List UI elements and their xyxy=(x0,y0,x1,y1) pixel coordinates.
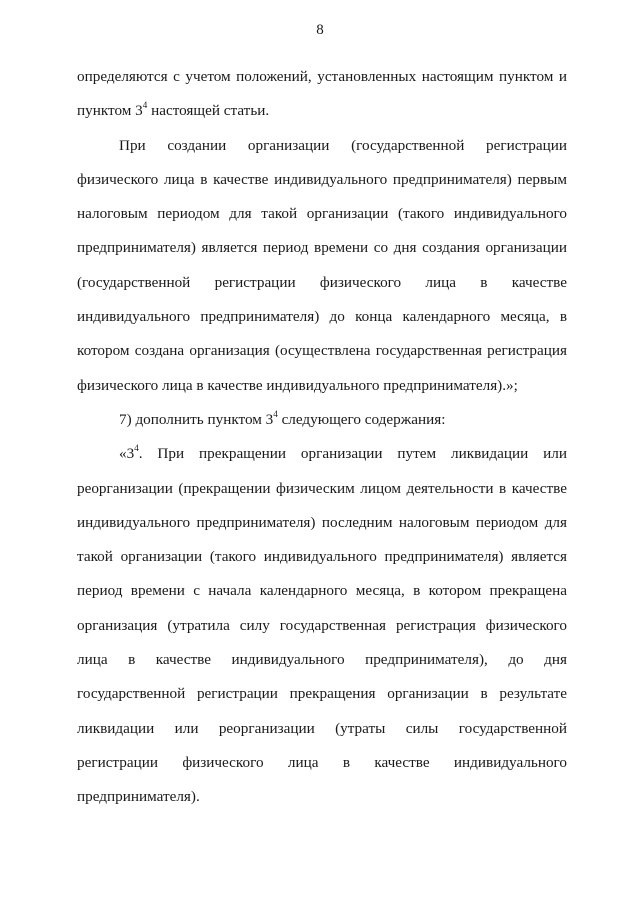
paragraph-text: При создании организации (государственной регистрации физического лица в качестве индивидуального предпринимателя) первым налоговым периодом для такой организации (такого индивидуального предпринимателя) является период времени со дня создания организации (государственной регистрации физического лица в качестве индивидуального предпринимателя) до конца календарного месяца, в котором создана организация (осуществлена государственная регистрация физического лица в качестве индивидуального предпринимателя).»; xyxy=(77,136,567,394)
superscript: 4 xyxy=(273,408,278,419)
paragraph-1 xyxy=(77,60,567,129)
paragraph-text: определяются с учетом положений, установленных настоящим пунктом и пунктом 3 xyxy=(77,68,567,120)
superscript: 4 xyxy=(134,443,139,454)
paragraph-text: . При прекращении организации путем ликвидации или реорганизации (прекращении физическим лицом деятельности в качестве индивидуального предпринимателя) последним налоговым периодом для такой организации (такого индивидуального предпринимателя) является период времени с начала календарного месяца, в котором прекращена организация (утратила силу государственная регистрация физического лица в качестве индивидуального предпринимателя), до дня государственной регистрации прекращения организации в результате ликвидации или реорганизации (утраты силы государственной регистрации физического лица в качестве индивидуального предпринимателя). xyxy=(77,445,567,806)
document-body xyxy=(77,60,567,815)
superscript: 4 xyxy=(142,100,148,111)
paragraph-text: следующего содержания: xyxy=(277,410,446,428)
paragraph-text: «3 xyxy=(119,445,135,463)
paragraph-text: настоящей статьи. xyxy=(147,102,270,120)
page-number: 8 xyxy=(316,22,324,38)
paragraph-3 xyxy=(77,403,567,437)
paragraph-4 xyxy=(77,437,567,814)
paragraph-text: 7) дополнить пунктом 3 xyxy=(119,410,274,428)
paragraph-2 xyxy=(77,129,567,403)
